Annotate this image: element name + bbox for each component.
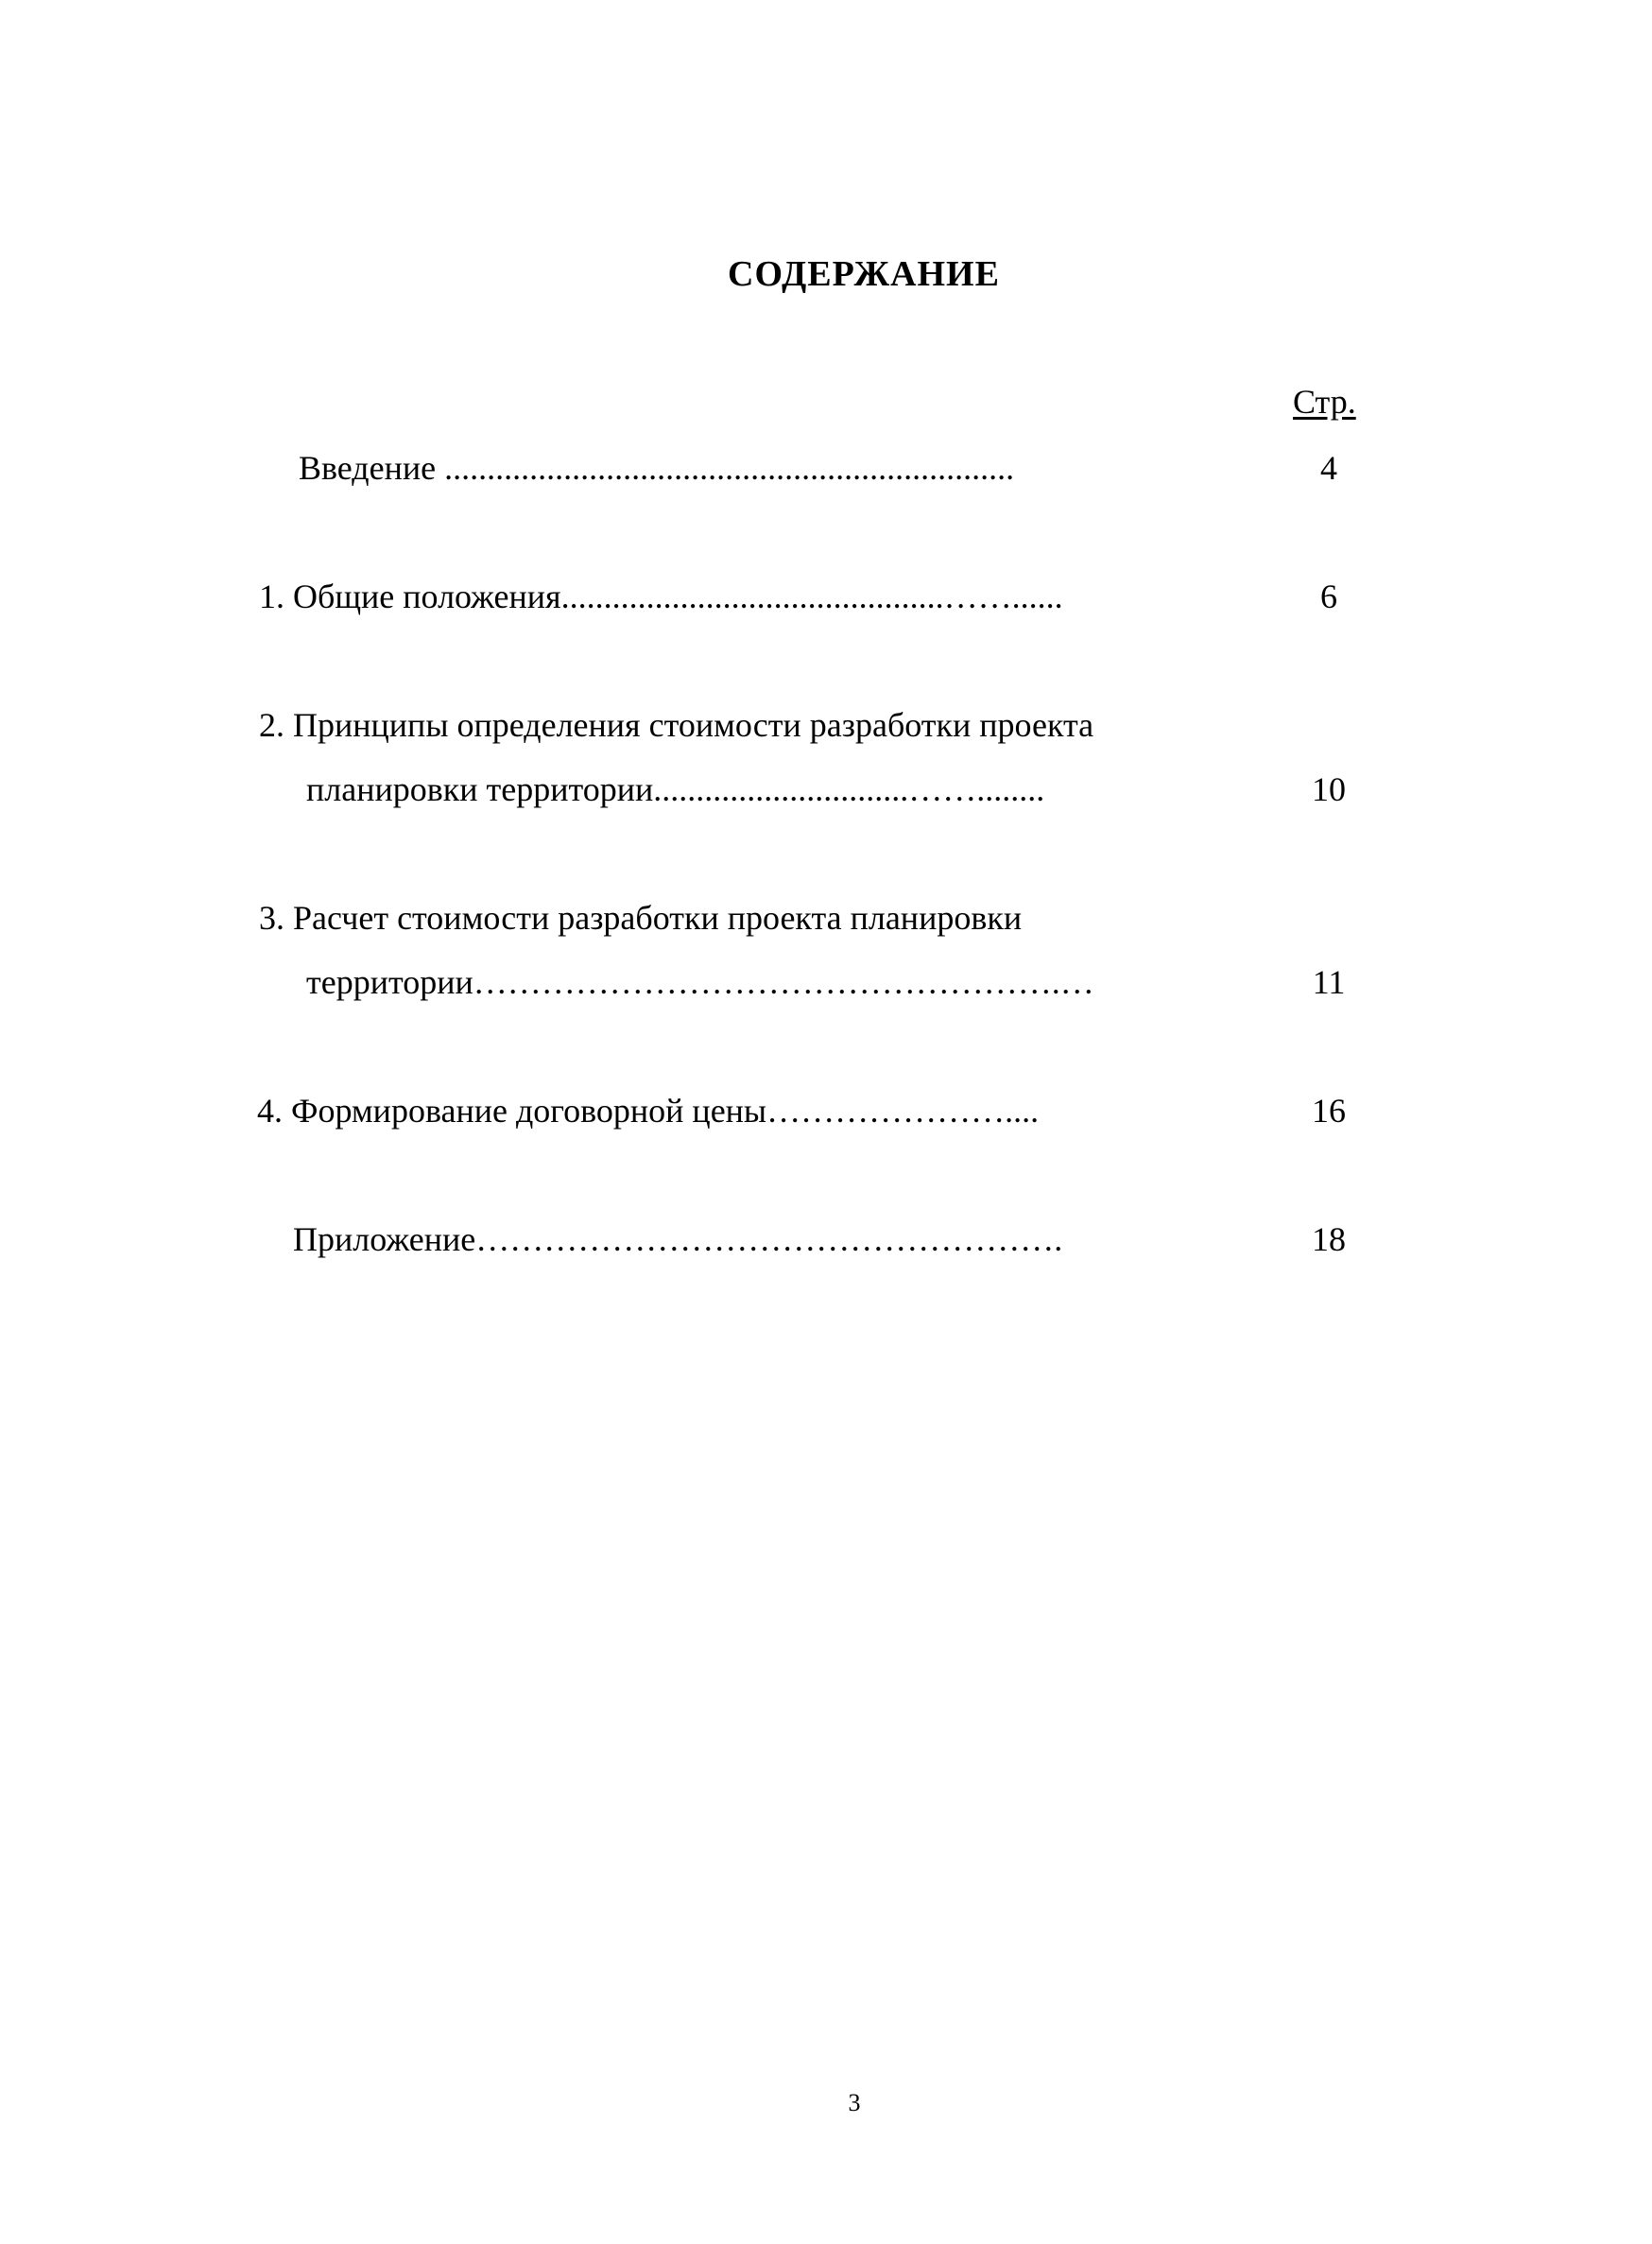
toc-entry-introduction: Введение ................................................................... — [299, 449, 1015, 487]
toc-entry-3-line-2: территории…………………………………………….… — [306, 963, 1094, 1001]
toc-page-2: 10 — [1312, 770, 1346, 808]
toc-page-appendix: 18 — [1312, 1220, 1346, 1258]
footer-page-number: 3 — [848, 2089, 861, 2116]
toc-page-4: 16 — [1312, 1092, 1346, 1130]
toc-page-1: 6 — [1320, 578, 1337, 615]
toc-page-introduction: 4 — [1320, 449, 1337, 487]
toc-entry-2-line-2: планировки территории..............................……........ — [306, 770, 1045, 808]
toc-entry-3-line-1: 3. Расчет стоимости разработки проекта планировки — [259, 899, 1023, 937]
toc-entry-appendix: Приложение……………………………………………. — [293, 1220, 1063, 1258]
toc-entry-1: 1. Общие положения.............................................……...... — [259, 578, 1063, 615]
toc-page-3: 11 — [1312, 963, 1346, 1001]
page-title: СОДЕРЖАНИЕ — [728, 254, 1000, 294]
toc-entry-4: 4. Формирование договорной цены………………….... — [257, 1092, 1040, 1130]
page-column-header: Стр. — [1293, 383, 1356, 421]
toc-entry-2-line-1: 2. Принципы определения стоимости разработки проекта — [259, 706, 1094, 744]
